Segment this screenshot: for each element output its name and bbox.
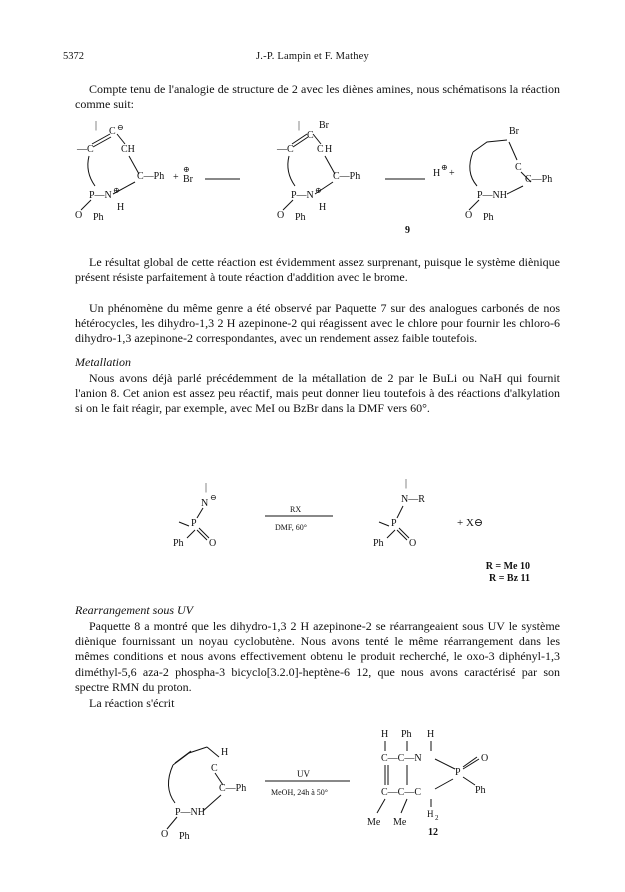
svg-text:Ph: Ph: [483, 212, 494, 223]
svg-text:N: N: [201, 498, 209, 509]
svg-text:H: H: [427, 809, 434, 819]
reaction-intro: La réaction s'écrit: [89, 696, 175, 710]
svg-text:C—Ph: C—Ph: [333, 171, 361, 182]
svg-text:⊕: ⊕: [113, 186, 120, 195]
svg-text:H: H: [325, 144, 333, 155]
svg-text:O: O: [277, 210, 285, 221]
svg-text:O: O: [209, 538, 217, 549]
svg-text:Ph: Ph: [295, 212, 306, 223]
svg-text:H: H: [319, 202, 327, 213]
svg-text:⊕: ⊕: [183, 165, 190, 174]
svg-text:2: 2: [435, 814, 439, 822]
svg-text:Me: Me: [367, 817, 381, 828]
svg-text:O: O: [161, 829, 169, 840]
metallation-paragraph: Nous avons déjà parlé précédemment de la métallation de 2 par le BuLi ou NaH qui fournit l'anion 8. Cet anion est assez peu réactif, mais peut donner lieu toutefois à des réactions d'alkylation si on le fait réagir, par exemple, avec MeI ou BzBr dans la DMF vers 60°.: [75, 371, 560, 416]
label-r-bz-11: R = Bz 11: [489, 573, 530, 584]
svg-text:Ph: Ph: [373, 538, 384, 549]
conditions-meoh: MeOH, 24h à 50°: [271, 788, 328, 797]
scheme-alkylation: [165, 478, 525, 558]
svg-text:H: H: [433, 168, 441, 179]
svg-text:C—C—N: C—C—N: [381, 753, 422, 764]
molecule-anion-8: [173, 482, 217, 549]
svg-text:Me: Me: [393, 817, 407, 828]
svg-text:P: P: [391, 518, 397, 529]
svg-text:N—R: N—R: [401, 494, 425, 505]
molecule-alkylated-product: [373, 478, 425, 549]
svg-text:O: O: [465, 210, 473, 221]
compound-label-9: 9: [405, 225, 410, 236]
svg-text:C: C: [317, 144, 324, 155]
svg-text:O: O: [75, 210, 83, 221]
intro-paragraph: Compte tenu de l'analogie de structure de 2 avec les diènes amines, nous schématisons la réaction comme suit:: [75, 82, 560, 112]
svg-text:Br: Br: [509, 126, 519, 137]
svg-text:C: C: [307, 130, 314, 141]
svg-text:P—NH: P—NH: [175, 807, 206, 818]
svg-text:|: |: [405, 478, 408, 489]
compound-label-12: 12: [428, 827, 438, 838]
molecule-bromo-intermediate: [276, 120, 360, 223]
svg-text:—C: —C: [277, 144, 294, 155]
paquette-paragraph: Un phénomène du même genre a été observé par Paquette 7 sur des analogues carbonés de nos hétérocycles, les dihydro-1,3 2 H azepinone-2 qui réagissent avec le chlore pour fournir les chloro-6 dihydro-1,3 azepinone-2 correspondantes, avec un rendement assez faible toutefois.: [75, 301, 560, 346]
svg-text:C: C: [109, 126, 116, 137]
svg-text:C—C—C: C—C—C: [381, 787, 422, 798]
svg-text:P—NH: P—NH: [477, 190, 508, 201]
svg-text:—C: —C: [77, 144, 94, 155]
svg-text:P: P: [455, 767, 461, 778]
svg-text:C: C: [515, 162, 522, 173]
svg-text:CH: CH: [121, 144, 135, 155]
molecule-bromo-product: [433, 126, 552, 223]
molecule-dienamine-anion: [75, 120, 194, 223]
rearrangement-paragraph: Paquette 8 a montré que les dihydro-1,3 2 H azepinone-2 se réarrangeaient sous UV le système diènique fournissant un noyau cyclobutène. Nous avons tenté le même réarrangement dans les mêmes conditions et nous avons effectivement obtenu le produit recherché, le oxo-3 diphényl-1,3 diméthyl-5,6 aza-2 phospha-3 bicyclo[3.2.0]-heptène-6 12, que nous avons caractérisé par son spectre RMN du proton.: [75, 619, 560, 694]
label-r-me-10: R = Me 10: [485, 561, 530, 572]
reagent-uv: UV: [297, 769, 310, 779]
svg-text:P: P: [191, 518, 197, 529]
svg-text:C—Ph: C—Ph: [137, 171, 165, 182]
svg-text:C—Ph: C—Ph: [525, 174, 553, 185]
svg-text:+: +: [173, 172, 179, 183]
svg-text:Ph: Ph: [475, 785, 486, 796]
scheme-bromination: [55, 112, 575, 232]
scheme-photorearrangement: [145, 725, 525, 865]
svg-text:Ph: Ph: [401, 729, 412, 740]
heading-rearrangement: Rearrangement sous UV: [75, 603, 193, 617]
svg-text:⊕: ⊕: [315, 186, 322, 195]
svg-text:⊖: ⊖: [210, 493, 217, 502]
coproduct-x: + X⊖: [457, 517, 484, 529]
svg-text:P—N: P—N: [291, 190, 314, 201]
svg-text:|: |: [205, 482, 208, 493]
molecule-bicycle-12: [367, 729, 488, 828]
svg-text:Ph: Ph: [93, 212, 104, 223]
svg-text:⊕: ⊕: [441, 163, 448, 172]
svg-text:H: H: [117, 202, 125, 213]
conditions-dmf: DMF, 60°: [275, 523, 307, 532]
svg-text:O: O: [481, 753, 489, 764]
heading-metallation: Metallation: [75, 355, 131, 369]
svg-text:H: H: [381, 729, 389, 740]
svg-text:⊖: ⊖: [117, 123, 124, 132]
svg-text:C—Ph: C—Ph: [219, 783, 247, 794]
svg-text:+: +: [449, 168, 455, 179]
svg-text:H: H: [427, 729, 435, 740]
result-paragraph: Le résultat global de cette réaction est évidemment assez surprenant, puisque le système diènique présent résiste parfaitement à toute réaction d'addition avec le brome.: [75, 255, 560, 285]
svg-text:Br: Br: [319, 120, 329, 131]
svg-text:P—N: P—N: [89, 190, 112, 201]
svg-text:O: O: [409, 538, 417, 549]
svg-text:|: |: [298, 120, 301, 131]
svg-text:Ph: Ph: [179, 831, 190, 842]
svg-text:Ph: Ph: [173, 538, 184, 549]
svg-text:|: |: [95, 120, 98, 131]
svg-text:H: H: [221, 747, 229, 758]
page-number: 5372: [63, 51, 84, 62]
molecule-azepinone-2: [161, 747, 246, 842]
reagent-rx: RX: [290, 505, 302, 514]
running-title: J.-P. Lampin et F. Mathey: [256, 51, 369, 62]
svg-text:C: C: [211, 763, 218, 774]
svg-text:Br: Br: [183, 174, 193, 185]
